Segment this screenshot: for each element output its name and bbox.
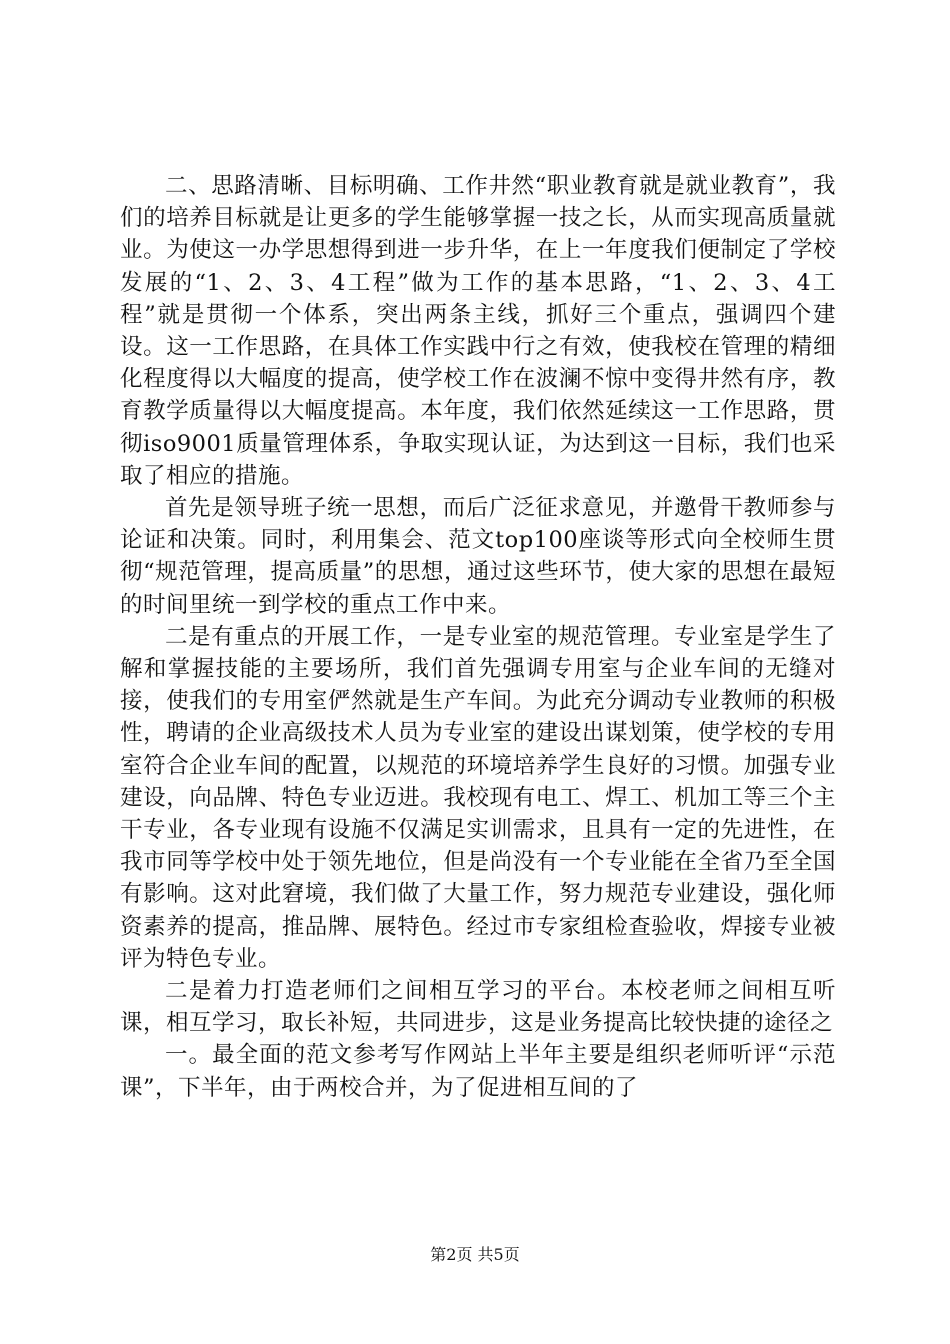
paragraph-key-work: 二是有重点的开展工作，一是专业室的规范管理。专业室是学生了解和掌握技能的主要场所，我们首先强调专用室与企业车间的无缝对接，使我们的专用室俨然就是生产车间。为此充分调动专业教师的积极性，聘请的企业高级技术人员为专业室的建设出谋划策，使学校的专用室符合企业车间的配置，以规范的环境培养学生良好的习惯。加强专业建设，向品牌、特色专业迈进。我校现有电工、焊工、机加工等三个主干专业，各专业现有设施不仅满足实训需求，且具有一定的先进性，在我市同等学校中处于领先地位，但是尚没有一个专业能在全省乃至全国有影响。这对此窘境，我们做了大量工作，努力规范专业建设，强化师资素养的提高，推品牌、展特色。经过市专家组检查验收，焊接专业被评为特色专业。 xyxy=(120,623,836,972)
paragraph-work-approach: 二、思路清晰、目标明确、工作井然“职业教育就是就业教育”，我们的培养目标就是让更多的学生能够掌握一技之长，从而实现高质量就业。为使这一办学思想得到进一步升华，在上一年度我们便制定了学校发展的“1、2、3、4工程”做为工作的基本思路，“1、2、3、4工程”就是贯彻一个体系，突出两条主线，抓好三个重点，强调四个建设。这一工作思路，在具体工作实践中行之有效，使我校在管理的精细化程度得以大幅度的提高，使学校工作在波澜不惊中变得井然有序，教育教学质量得以大幅度提高。本年度，我们依然延续这一工作思路，贯彻iso9001质量管理体系，争取实现认证，为达到这一目标，我们也采取了相应的措施。 xyxy=(120,173,836,489)
paragraph-demo-lessons: 一。最全面的范文参考写作网站上半年主要是组织老师听评“示范课”，下半年，由于两校合并，为了促进相互间的了 xyxy=(120,1042,836,1101)
document-body xyxy=(120,170,836,1104)
page-footer: 第2页 共5页 xyxy=(430,1245,520,1264)
paragraph-teacher-platform: 二是着力打造老师们之间相互学习的平台。本校老师之间相互听课，相互学习，取长补短，共同进步，这是业务提高比较快捷的途径之 xyxy=(120,978,836,1037)
paragraph-leadership-unity: 首先是领导班子统一思想，而后广泛征求意见，并邀骨干教师参与论证和决策。同时，利用集会、范文top100座谈等形式向全校师生贯彻“规范管理，提高质量”的思想，通过这些环节，使大家的思想在最短的时间里统一到学校的重点工作中来。 xyxy=(120,495,836,618)
